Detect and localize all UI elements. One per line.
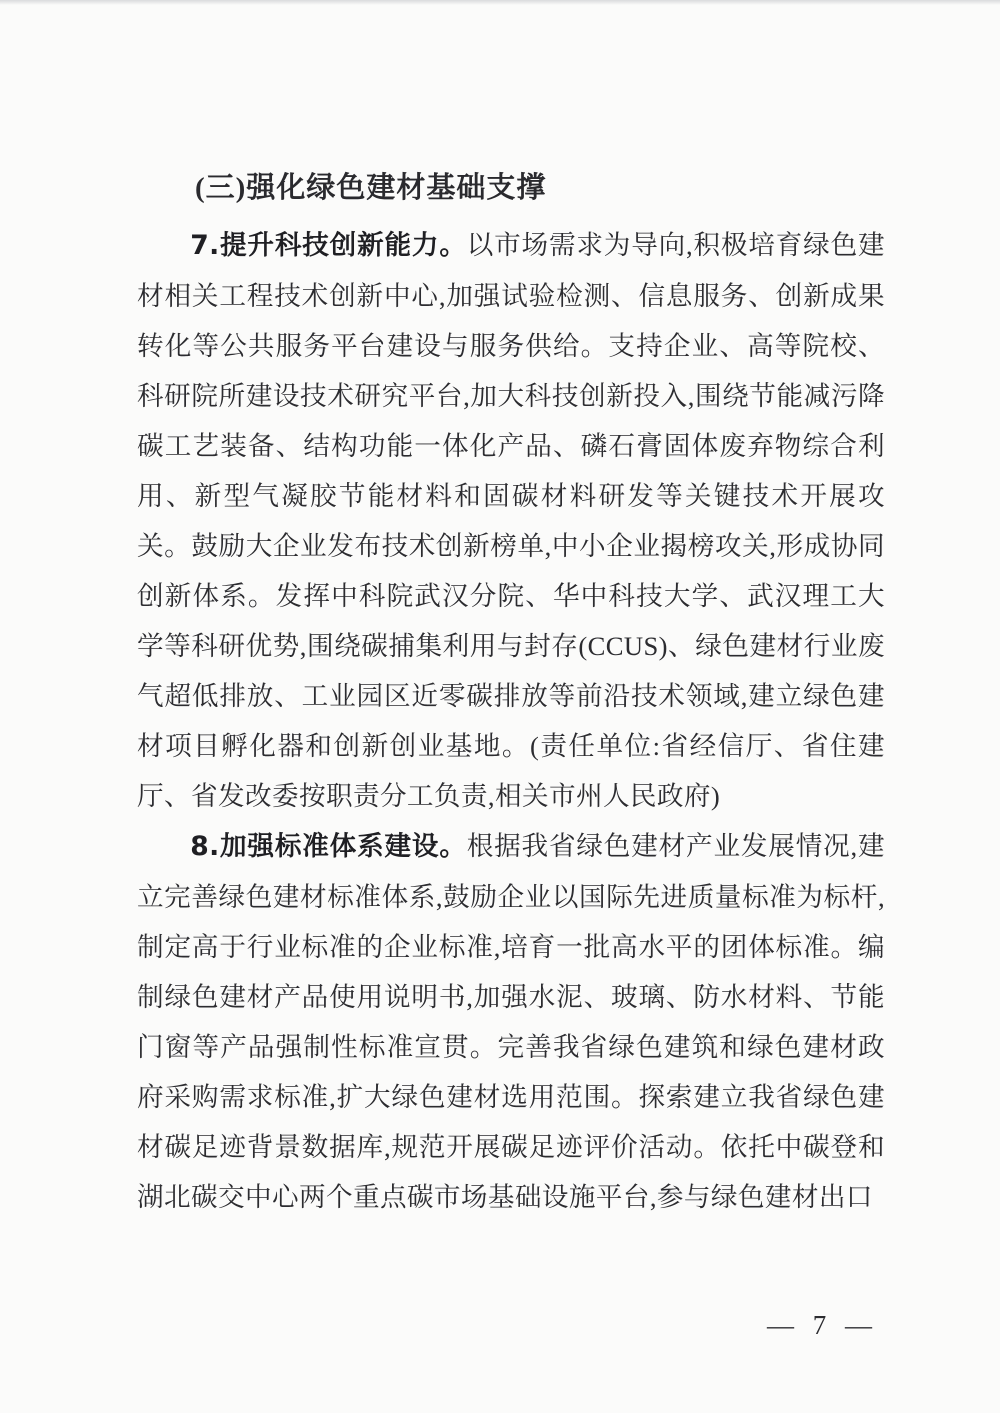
scan-edge-artifact bbox=[0, 0, 1000, 5]
paragraph-8 bbox=[137, 821, 885, 1222]
document-content bbox=[137, 163, 885, 1222]
paragraph-8-body: 根据我省绿色建材产业发展情况,建立完善绿色建材标准体系,鼓励企业以国际先进质量标准为标杆,制定高于行业标准的企业标准,培育一批高水平的团体标准。编制绿色建材产品使用说明书,加强水泥、玻璃、防水材料、节能门窗等产品强制性标准宣贯。完善我省绿色建筑和绿色建材政府采购需求标准,扩大绿色建材选用范围。探索建立我省绿色建材碳足迹背景数据库,规范开展碳足迹评价活动。依托中碳登和湖北碳交中心两个重点碳市场基础设施平台,参与绿色建材出口 bbox=[137, 831, 885, 1212]
paragraph-7-body: 以市场需求为导向,积极培育绿色建材相关工程技术创新中心,加强试验检测、信息服务、创新成果转化等公共服务平台建设与服务供给。支持企业、高等院校、科研院所建设技术研究平台,加大科技创新投入,围绕节能减污降碳工艺装备、结构功能一体化产品、磷石膏固体废弃物综合利用、新型气凝胶节能材料和固碳材料研发等关键技术开展攻关。鼓励大企业发布技术创新榜单,中小企业揭榜攻关,形成协同创新体系。发挥中科院武汉分院、华中科技大学、武汉理工大学等科研优势,围绕碳捕集利用与封存(CCUS)、绿色建材行业废气超低排放、工业园区近零碳排放等前沿技术领域,建立绿色建材项目孵化器和创新创业基地。(责任单位:省经信厅、省住建厅、省发改委按职责分工负责,相关市州人民政府) bbox=[137, 230, 885, 811]
page-number: — 7 — bbox=[767, 1310, 878, 1340]
paragraph-8-bold-lead: 8.加强标准体系建设。 bbox=[190, 831, 467, 862]
paragraph-7-bold-lead: 7.提升科技创新能力。 bbox=[190, 230, 467, 261]
paragraph-7 bbox=[137, 220, 885, 821]
section-heading: (三)强化绿色建材基础支撑 bbox=[195, 172, 547, 204]
